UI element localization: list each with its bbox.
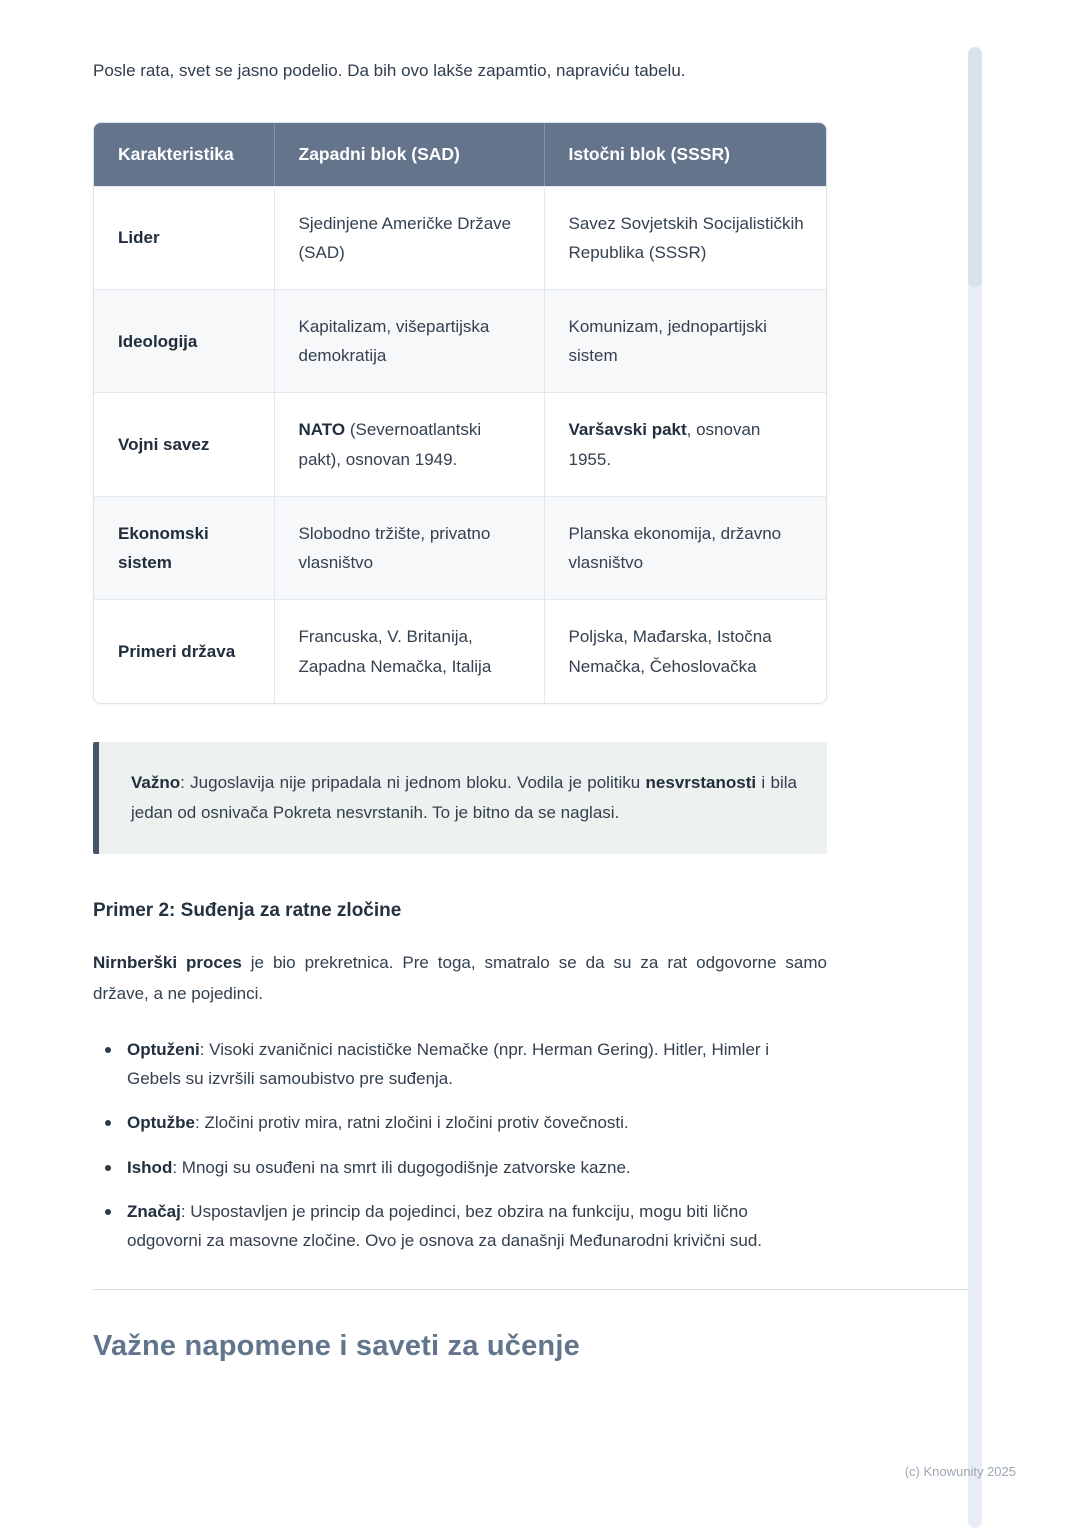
- cell-west: Slobodno tržište, privatno vlasništvo: [274, 496, 544, 599]
- cell-west: Kapitalizam, višepartijska demokratija: [274, 289, 544, 392]
- col-header-istocni-blok: Istočni blok (SSSR): [544, 123, 827, 187]
- cell-east: Komunizam, jednopartijski sistem: [544, 289, 827, 392]
- table-row-ideologija: [94, 289, 827, 392]
- table-header-row: [94, 123, 827, 187]
- section-divider: [93, 1289, 981, 1290]
- list-item-optuzeni: Optuženi: Visoki zvaničnici nacističke Nemačke (npr. Herman Gering). Hitler, Himler i Gebels su izvršili samoubistvo pre suđenja.: [93, 1035, 827, 1093]
- copyright-credit: (c) Knowunity 2025: [904, 1464, 1016, 1479]
- row-label: Ekonomski sistem: [94, 496, 274, 599]
- table-body: [94, 186, 827, 703]
- row-label: Primeri država: [94, 600, 274, 703]
- col-header-karakteristika: Karakteristika: [94, 123, 274, 187]
- comparison-table-container: [93, 122, 827, 704]
- comparison-table: [94, 123, 827, 703]
- list-item-optuzbe: Optužbe: Zločini protiv mira, ratni zločini i zločini protiv čovečnosti.: [93, 1108, 827, 1137]
- bullet-list: [93, 1035, 827, 1255]
- section-heading: Primer 2: Suđenja za ratne zločine: [93, 900, 402, 922]
- table-row-ekonomski-sistem: [94, 496, 827, 599]
- callout-text: Važno: Jugoslavija nije pripadala ni jednom bloku. Vodila je politiku nesvrstanosti i bila jedan od osnivača Pokreta nesvrstanih. To je bitno da se naglasi.: [131, 772, 797, 823]
- table-row-vojni-savez: [94, 393, 827, 496]
- footer-heading: Važne napomene i saveti za učenje: [93, 1330, 580, 1363]
- list-item-ishod: Ishod: Mnogi su osuđeni na smrt ili dugogodišnje zatvorske kazne.: [93, 1153, 827, 1182]
- row-label: Vojni savez: [94, 393, 274, 496]
- cell-east: Poljska, Mađarska, Istočna Nemačka, Čehoslovačka: [544, 600, 827, 703]
- cell-west: Francuska, V. Britanija, Zapadna Nemačka, Italija: [274, 600, 544, 703]
- table-row-lider: [94, 186, 827, 289]
- scrollbar-thumb[interactable]: [968, 47, 982, 287]
- row-label: Ideologija: [94, 289, 274, 392]
- table-row-primeri-drzava: [94, 600, 827, 703]
- important-callout: [93, 742, 827, 855]
- intro-paragraph: Posle rata, svet se jasno podelio. Da bih ovo lakše zapamtio, napraviću tabelu.: [93, 61, 686, 80]
- cell-east: Savez Sovjetskih Socijalističkih Republika (SSSR): [544, 186, 827, 289]
- row-label: Lider: [94, 186, 274, 289]
- cell-east: Varšavski pakt, osnovan 1955.: [544, 393, 827, 496]
- col-header-zapadni-blok: Zapadni blok (SAD): [274, 123, 544, 187]
- table-header: [94, 123, 827, 187]
- cell-west: Sjedinjene Američke Države (SAD): [274, 186, 544, 289]
- cell-east: Planska ekonomija, državno vlasništvo: [544, 496, 827, 599]
- list-item-znacaj: Značaj: Uspostavljen je princip da pojedinci, bez obzira na funkciju, mogu biti lično odgovorni za masovne zločine. Ovo je osnova za današnji Međunarodni krivični sud.: [93, 1197, 827, 1255]
- section-paragraph: Nirnberški proces je bio prekretnica. Pre toga, smatralo se da su za rat odgovorne samo države, a ne pojedinci.: [93, 953, 827, 1003]
- cell-west: NATO (Severnoatlantski pakt), osnovan 1949.: [274, 393, 544, 496]
- scrollbar-track[interactable]: [968, 47, 982, 1528]
